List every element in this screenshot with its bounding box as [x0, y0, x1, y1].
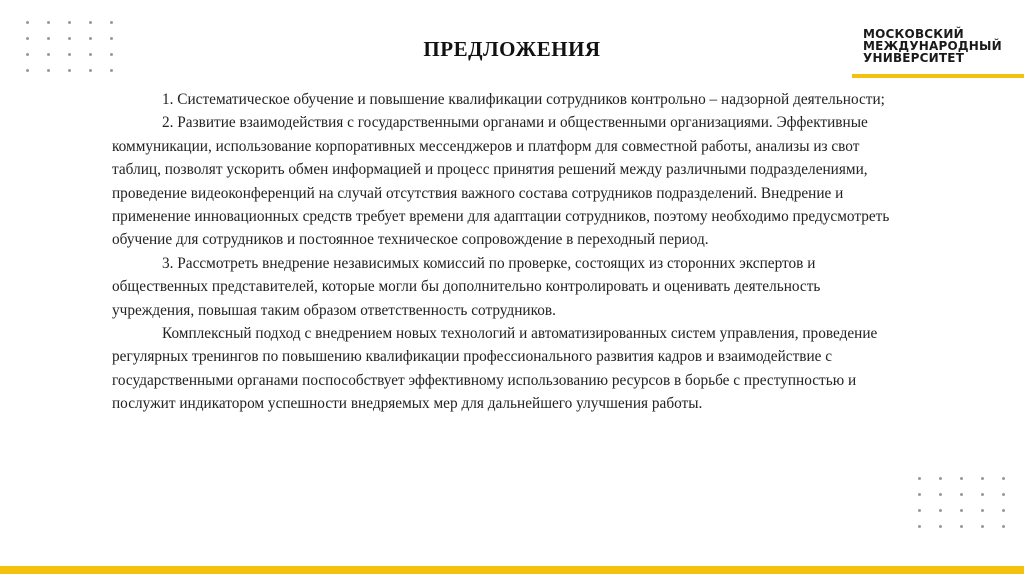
slide-body	[112, 88, 900, 416]
paragraph-conclusion: Комплексный подход с внедрением новых технологий и автоматизированных систем управления, проведение регулярных тренингов по повышению квалификации профессионального развития кадров и взаимодействие с государственными органами поспособствует эффективному использованию ресурсов в борьбе с преступностью и послужит индикатором успешности внедряемых мер для дальнейшего улучшения работы.	[112, 325, 878, 413]
logo-line-3: УНИВЕРСИТЕТ	[863, 51, 965, 65]
logo-line-2: МЕЖДУНАРОДНЫЙ	[863, 39, 1002, 53]
slide-title: ПРЕДЛОЖЕНИЯ	[423, 37, 601, 61]
decorative-dot-grid-bottom-right	[918, 477, 1005, 528]
paragraph-1: 1. Систематическое обучение и повышение квалификации сотрудников контрольно – надзорной деятельности;	[162, 91, 885, 108]
logo-line-1: МОСКОВСКИЙ	[863, 27, 964, 41]
bottom-accent-bar	[0, 566, 1024, 574]
paragraph-2: 2. Развитие взаимодействия с государственными органами и общественными организациями. Эффективные коммуникации, использование корпоративных мессенджеров и платформ для совместной работы, анализы из свот таблиц, позволят ускорить обмен информацией и процесс принятия решений между различными подразделениями, проведение видеоконференций на случай отсутствия важного состава сотрудников подразделений. Внедрение и применение инновационных средств требует времени для адаптации сотрудников, поэтому необходимо предусмотреть обучение для сотрудников и постоянное техническое сопровождение в переходный период.	[112, 114, 890, 249]
logo-underline-bar	[852, 74, 1024, 78]
paragraph-3: 3. Рассмотреть внедрение независимых комиссий по проверке, состоящих из сторонних экспертов и общественных представителей, которые могли бы дополнительно контролировать и оценивать деятельность учреждения, повышая таким образом ответственность сотрудников.	[112, 254, 821, 319]
